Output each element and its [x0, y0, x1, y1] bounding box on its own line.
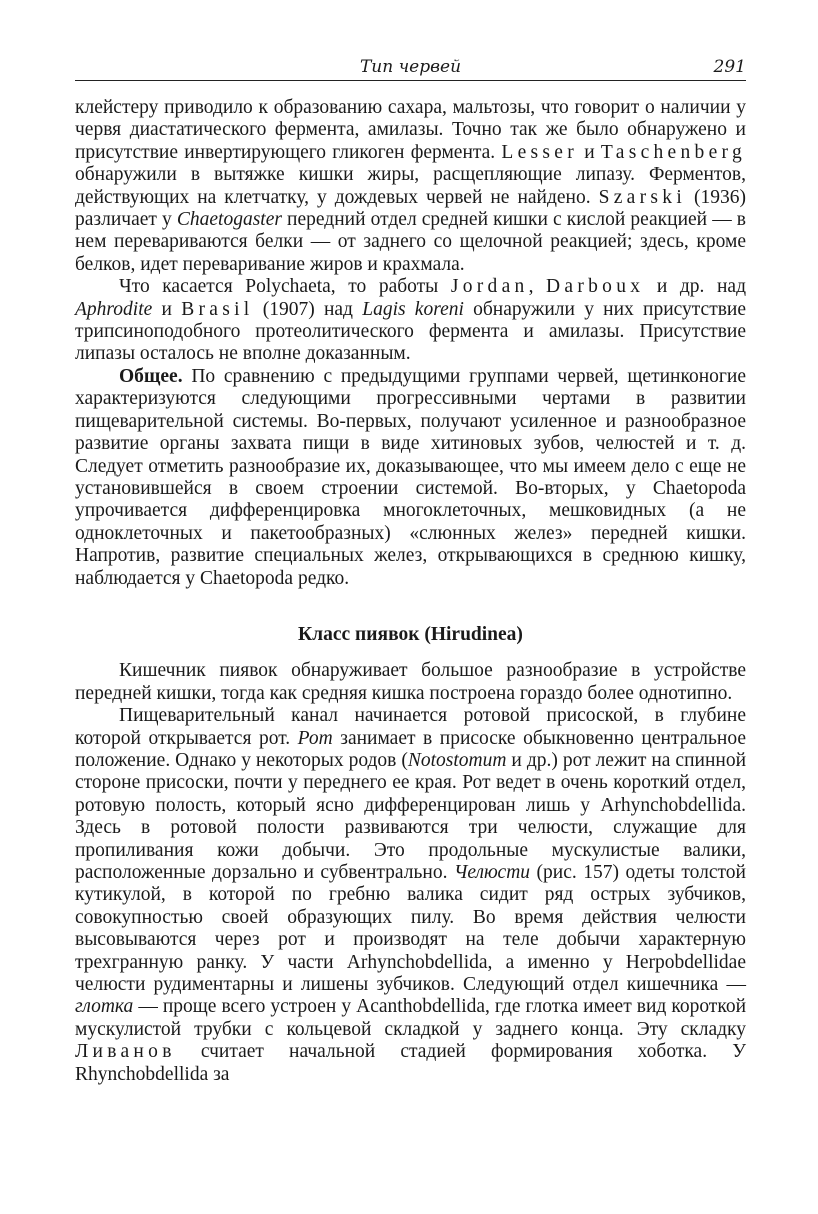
text-run: и — [578, 141, 601, 163]
text-run: (1907) над — [253, 298, 363, 320]
text-run: , — [528, 276, 547, 298]
term-italic: глотка — [75, 996, 134, 1018]
genus-name: Chaetogaster — [176, 209, 282, 231]
text-run: Пищеварительный канал начинается ротовой присоской, в глубине которой открывается рот. — [75, 705, 746, 749]
author-name: Ливанов — [75, 1041, 176, 1063]
paragraph-2 — [75, 276, 746, 366]
author-name: Darboux — [546, 276, 645, 298]
paragraph-1 — [75, 97, 746, 276]
text-run: считает начальной стадией формирования хоботка. У Rhynchobdellida за — [75, 1041, 746, 1085]
paragraph-3 — [75, 366, 746, 590]
species-name: Lagis koreni — [362, 298, 464, 320]
paragraph-4 — [75, 660, 746, 705]
text-run: и — [152, 298, 182, 320]
term-italic: Рот — [297, 727, 333, 749]
running-header — [75, 56, 746, 81]
text-run: Кишечник пиявок обнаруживает большое разнообразие в устройстве передней кишки, тогда как средняя кишка построена гораздо более однотипно. — [75, 660, 746, 704]
text-run: клейстеру приводило к образованию сахара, мальтозы, что говорит о наличии у червя диастатического фермента, амилазы. Точно так же было обнаружено и присутствие инвертирующего гликоген фермента. — [75, 97, 746, 163]
author-name: Szarski — [598, 186, 687, 208]
page-number: 291 — [713, 57, 746, 77]
section-heading: Класс пиявок (Hirudinea) — [298, 623, 523, 645]
genus-name: Notostomum — [407, 749, 507, 771]
author-name: Taschenberg — [600, 141, 746, 163]
text-run: По сравнению с предыдущими группами червей, щетинконогие характеризуются следующими прогрессивными чертами в развитии пищеварительной системы. Во-первых, получают усиленное и разнообразное развитие органы захвата пищи в виде хитиновых зубов, челюстей и т. д. Следует отметить разнообразие их, доказывающее, что мы имеем дело с еще не установившейся в своем строении системой. Во-вторых, у Chaetopoda упрочивается дифференцировка многоклеточных, мешковидных (а не одноклеточных и пакетообразных) «слюнных желез» передней кишки. Напротив, развитие специальных желез, открывающихся в среднюю кишку, наблюдается у Chaetopoda редко. — [75, 365, 746, 589]
genus-name: Aphrodite — [75, 298, 153, 320]
term-italic: Челюсти — [453, 862, 531, 883]
author-name: Jordan — [450, 276, 529, 298]
text-run: и др. над — [644, 276, 746, 298]
running-title: Тип червей — [359, 57, 462, 77]
text-run: передний отдел средней кишки с кислой реакцией — в нем перевариваются белки — от заднего со щелочной реакцией; здесь, кроме белков, идет переваривание жиров и крахмала. — [75, 209, 746, 275]
run-in-heading: Общее. — [119, 365, 183, 387]
text-run: Что касается Polychaeta, то работы — [119, 276, 451, 298]
text-run: и др.) рот лежит на спинной стороне присоски, почти у переднего ее края. Рот ведет в очень короткий отдел, ротовую полость, который ясно дифференцирован лишь у Arhynchobdellida. Здесь в ротовой полости развиваются три челюсти, служащие для пропиливания кожи добычи. Это продольные мускулистые валики, расположенные дорзально и субвентрально. — [75, 749, 747, 883]
text-run: (рис. 157) одеты толстой кутикулой, в которой по гребню валика сидит ряд острых зубчиков, совокупностью своей образующих пилу. Во время действия челюсти высовываются через рот и производят на теле добычи характерную трехгранную ранку. У части Arhynchobdellida, а именно у Herpobdellidae челюсти рудиментарны и лишены зубчиков. Следующий отдел кишечника — — [75, 862, 746, 996]
text-run: обнаружили в вытяжке кишки жиры, расщепляющие липазу. Ферментов, действующих на клетчатку, у дождевых червей не найдено. — [75, 164, 746, 208]
paragraph-5 — [75, 705, 746, 1086]
author-name: Brasil — [181, 298, 254, 320]
text-run: (1936) различает у — [75, 186, 746, 231]
text-run: — проще всего устроен у Acanthobdellida, где глотка имеет вид короткой мускулистой трубки с кольцевой складкой у заднего конца. Эту складку — [75, 996, 746, 1040]
author-name: Lesser — [501, 141, 579, 163]
page-body — [75, 97, 746, 1086]
text-run: занимает в присоске обыкновенно центральное положение. Однако у некоторых родов ( — [75, 727, 746, 771]
text-run: обнаружили у них присутствие трипсиноподобного протеолитического фермента и амилазы. Присутствие липазы осталось не вполне доказанным. — [75, 298, 747, 365]
